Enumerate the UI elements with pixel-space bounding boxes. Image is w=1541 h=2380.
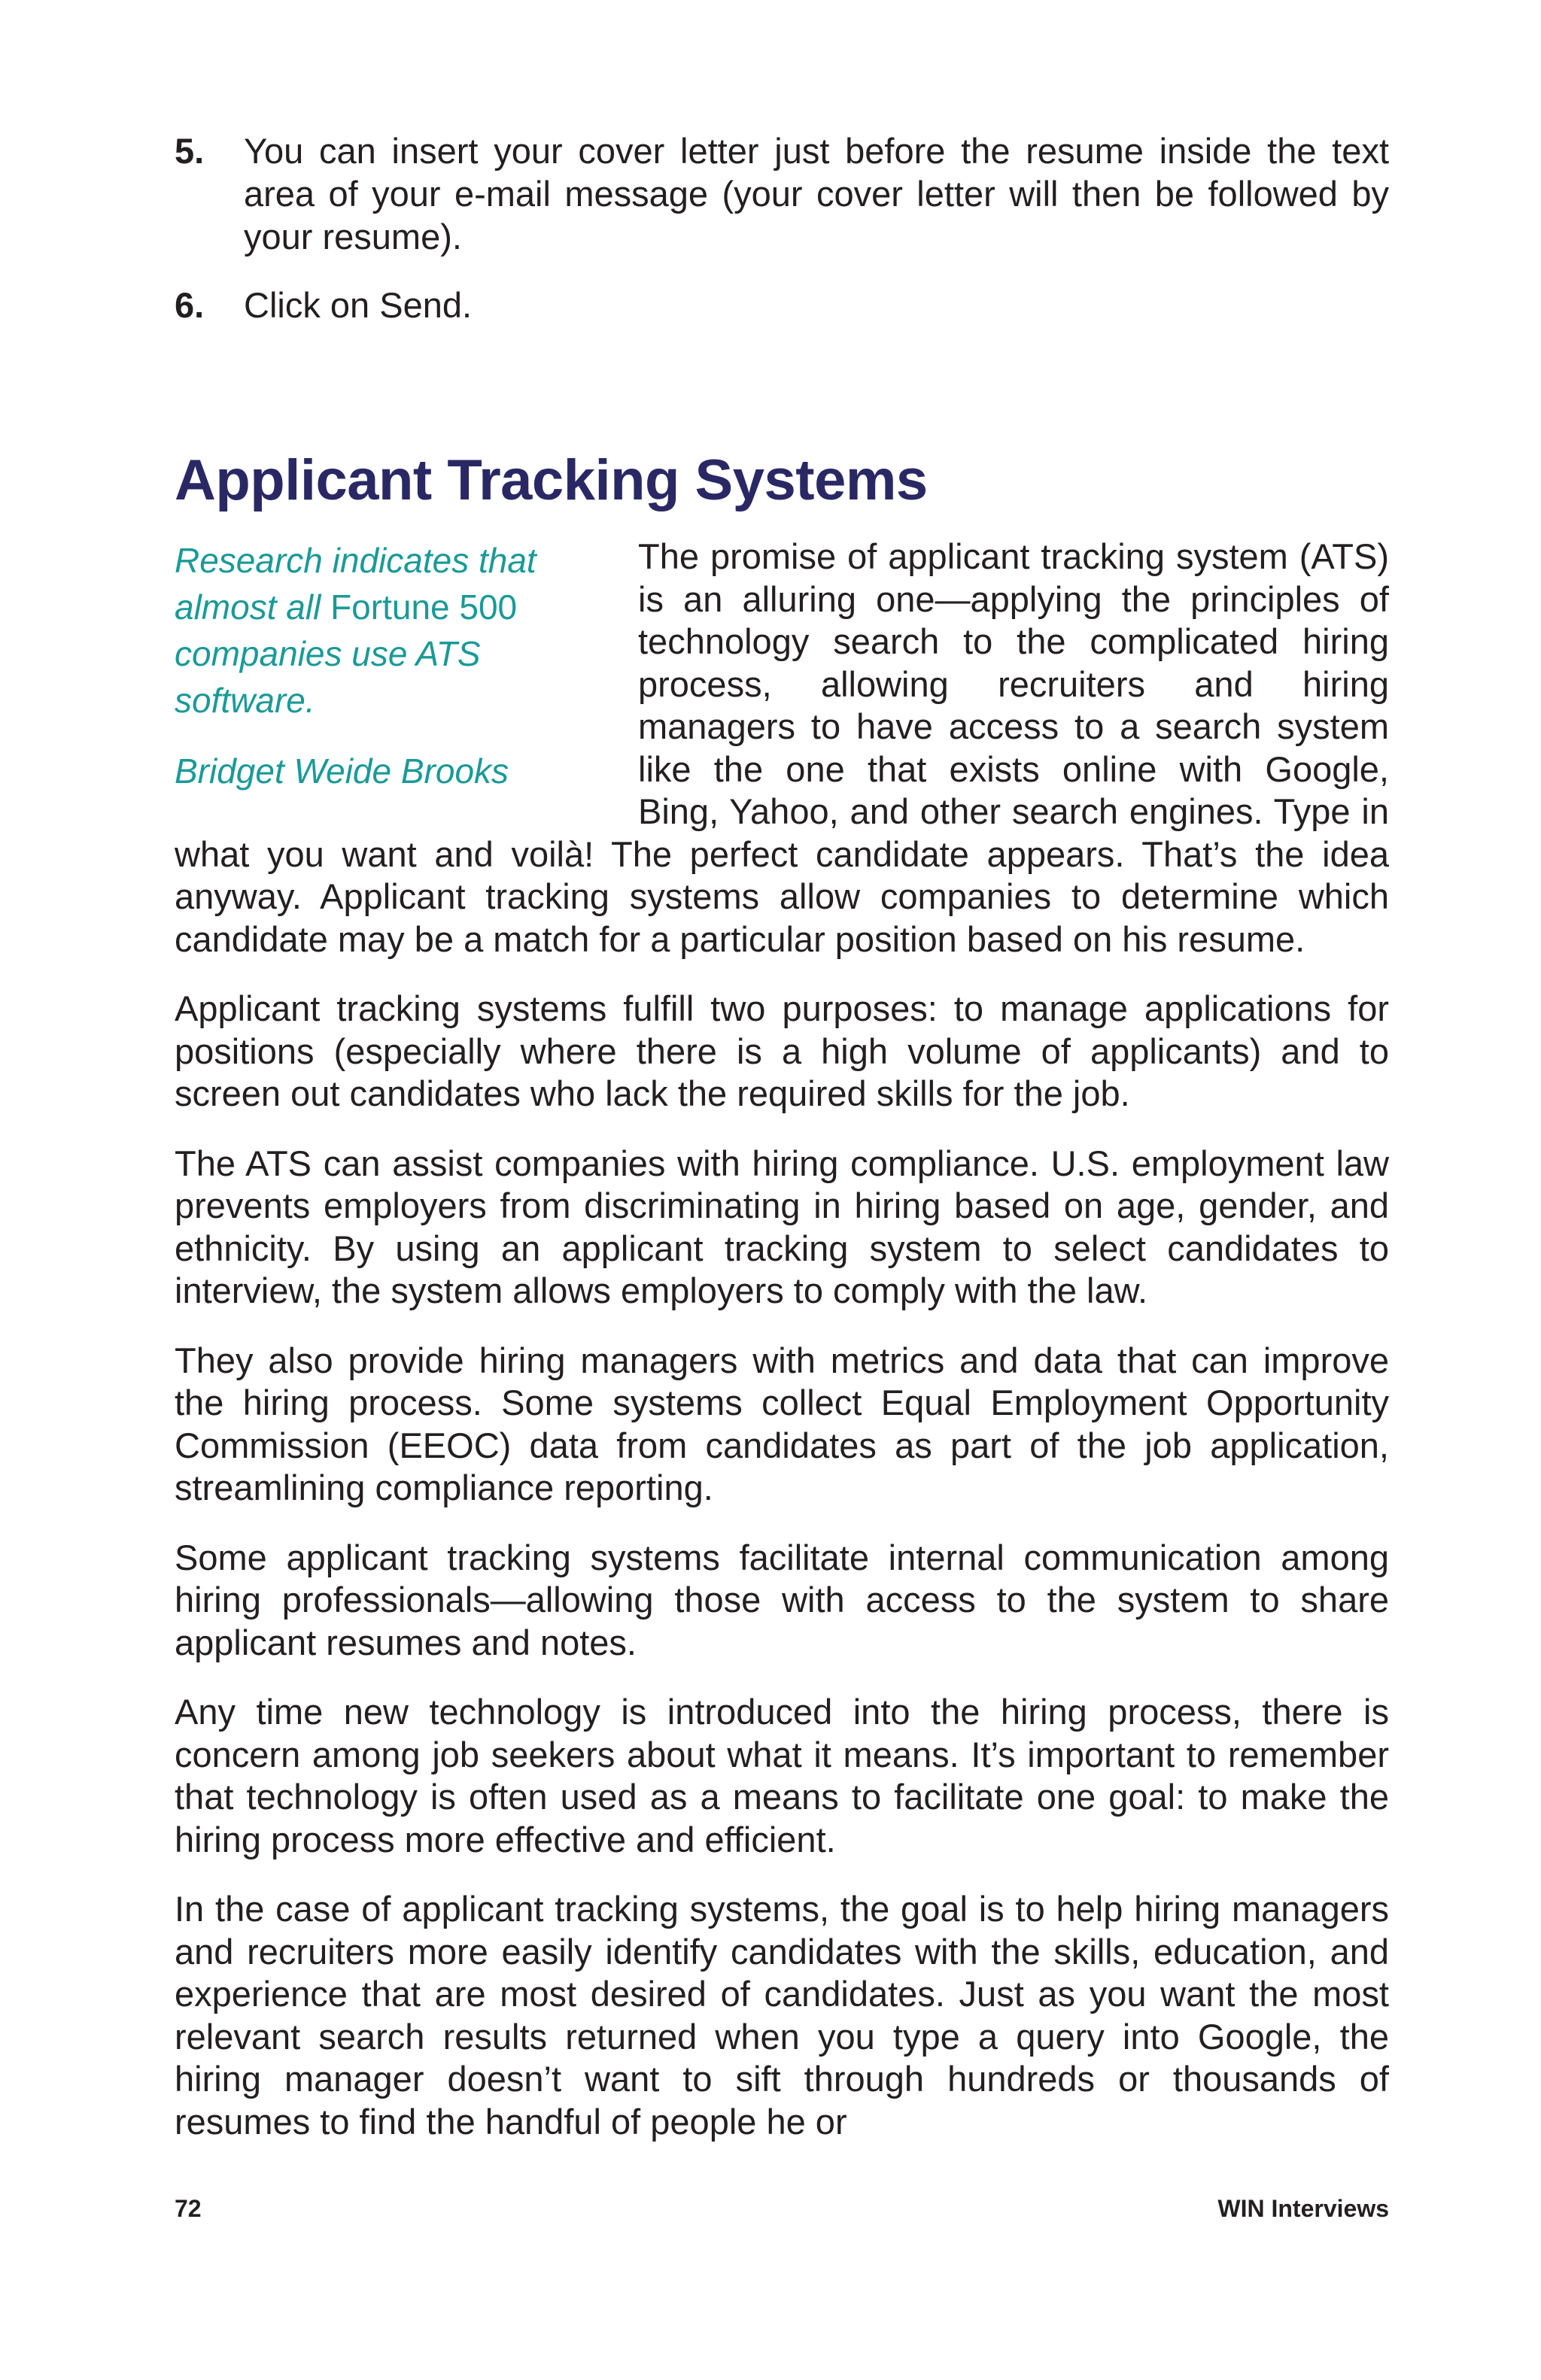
section-heading: Applicant Tracking Systems — [175, 448, 928, 512]
body-paragraph: In the case of applicant tracking systems, the goal is to help hiring managers and recruiters more easily identify candidates with the skills, education, and experience that are most desired of candidates. Just as you want the most relevant search results returned when you type a query into Google, the hiring manager doesn’t want to sift through hundreds or thousands of resumes to find the handful of people he or — [175, 1889, 1389, 2142]
pull-quote — [175, 537, 596, 794]
body-paragraph: Applicant tracking systems fulfill two purposes: to manage applications for positions (especially where there is a high volume of applicants) and to screen out candidates who lack the required skills for the job. — [175, 988, 1389, 1113]
page-footer — [175, 2195, 1389, 2223]
pull-quote-roman-part: Fortune 500 — [321, 587, 518, 627]
list-text: Click on Send. — [244, 285, 473, 325]
list-text: You can insert your cover letter just before the resume inside the text area of your e-mail message (your cover letter will then be followed by your resume). — [244, 131, 1389, 257]
list-item — [175, 129, 1389, 258]
pull-quote-text — [175, 537, 596, 724]
body-paragraph: The promise of applicant tracking system (ATS) is an alluring one—applying the principles of technology search to the complicated hiring process, allowing recruiters and hiring managers to have access to a search system like the one that exists online with Google, Bing, Yahoo, and other search engines. Type in what you want and voilà! The perfect candidate appears. That’s the idea anyway. Applicant tracking systems allow companies to determine which candidate may be a match for a particular position based on his resume. — [175, 536, 1389, 959]
running-title: WIN Interviews — [1217, 2195, 1389, 2222]
body-paragraph: They also provide hiring managers with metrics and data that can improve the hiring process. Some systems collect Equal Employment Opportunity Commission (EEOC) data from candidates as part of the job application, streamlining compliance reporting. — [175, 1340, 1389, 1507]
list-number: 6. — [175, 285, 205, 325]
pull-quote-attribution: Bridget Weide Brooks — [175, 751, 509, 791]
list-number: 5. — [175, 131, 205, 171]
page-number: 72 — [175, 2195, 202, 2222]
body-paragraph: Any time new technology is introduced into the hiring process, there is concern among job seekers about what it means. It’s important to remember that technology is often used as a means to facilitate one goal: to make the hiring process more effective and efficient. — [175, 1692, 1389, 1859]
pull-quote-italic-part: Research indicates that almost all — [175, 541, 536, 627]
pull-quote-italic-part: companies use ATS software. — [175, 634, 481, 720]
body-paragraph: Some applicant tracking systems facilitate internal communication among hiring professionals—allowing those with access to the system to share applicant resumes and notes. — [175, 1537, 1389, 1662]
body-paragraph: The ATS can assist companies with hiring compliance. U.S. employment law prevents employers from discriminating in hiring based on age, gender, and ethnicity. By using an applicant tracking system to select candidates to interview, the system allows employers to comply with the law. — [175, 1143, 1389, 1310]
page-content — [175, 129, 1389, 2170]
list-item — [175, 284, 1389, 326]
